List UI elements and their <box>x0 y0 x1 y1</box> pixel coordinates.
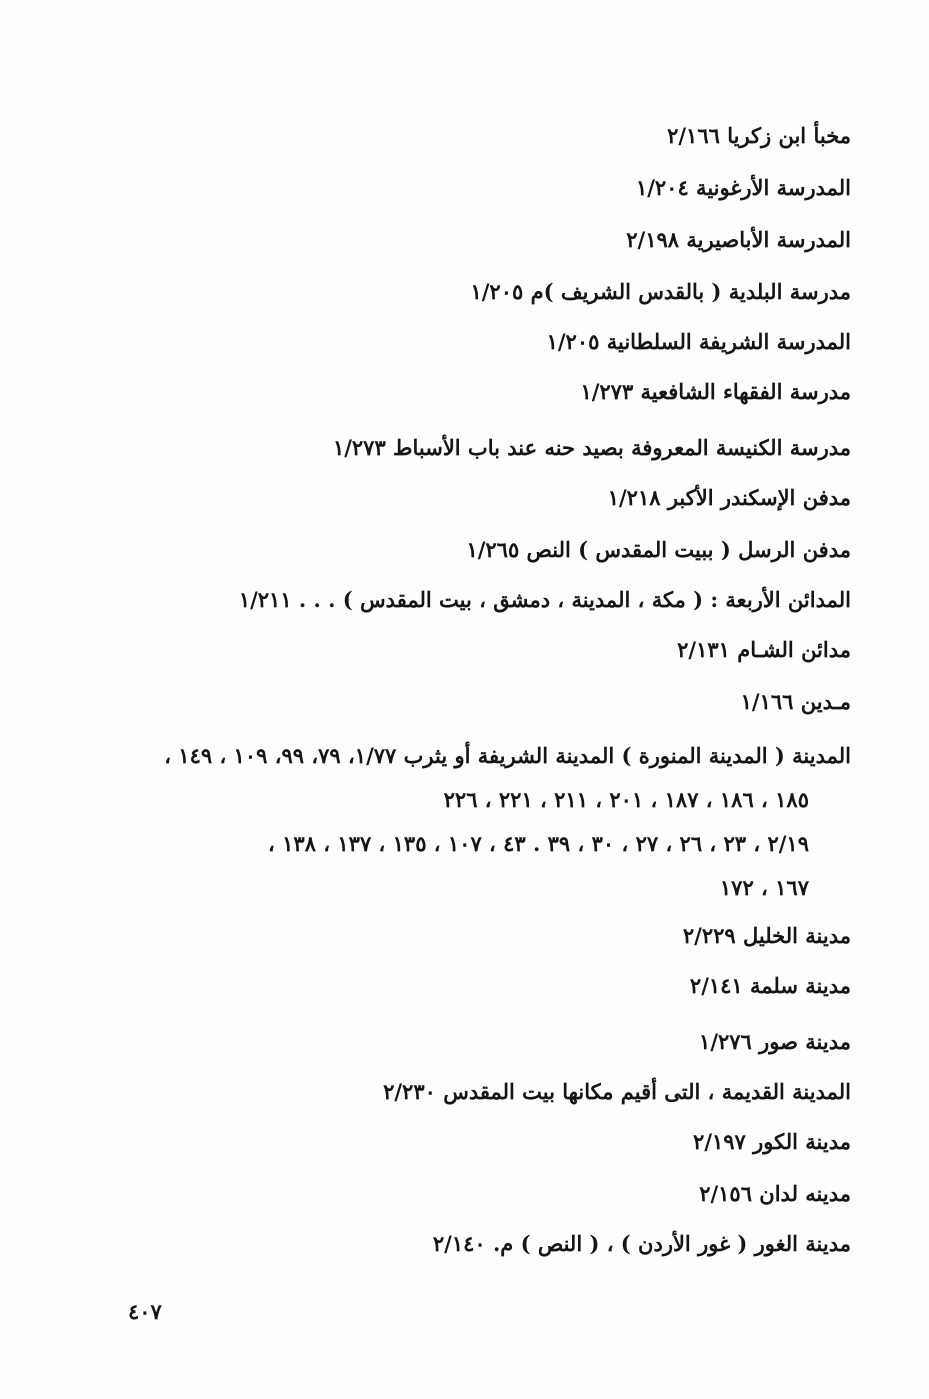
index-entry: المدائن الأربعة : ( مكة ، المدينة ، دمشق ، بيت المقدس ) . . . ١/٢١١ <box>238 587 851 612</box>
index-entry: المدرسة الشريفة السلطانية ١/٢٠٥ <box>546 329 851 354</box>
index-entry: مدينة الكور ٢/١٩٧ <box>693 1129 851 1154</box>
index-entry: مدائن الشـام ٢/١٣١ <box>677 637 851 662</box>
index-entry: مدينة سلمة ٢/١٤١ <box>689 973 851 998</box>
index-entry: المدينة القديمة ، التى أقيم مكانها بيت المقدس ٢/٢٣٠ <box>383 1079 851 1104</box>
index-entry: مدرسة الكنيسة المعروفة بصيد حنه عند باب الأسباط ١/٢٧٣ <box>332 435 851 460</box>
index-entry: مدرسة البلدية ( بالقدس الشريف )م ١/٢٠٥ <box>470 279 851 304</box>
index-entry: مدينة الغور ( غور الأردن ) ، ( النص ) م. ٢/١٤٠ <box>432 1231 851 1256</box>
index-entry: المدرسة الأرغونية ١/٢٠٤ <box>635 175 851 200</box>
index-entry-continuation: ١٦٧ ، ١٧٢ <box>719 875 809 900</box>
index-entry: مدفن الإسكندر الأكبر ١/٢١٨ <box>607 485 851 510</box>
index-entry-continuation: ١٨٥ ، ١٨٦ ، ١٨٧ ، ٢٠١ ، ٢١١ ، ٢٢١ ، ٢٢٦ <box>443 787 809 812</box>
index-entry: المدينة ( المدينة المنورة ) المدينة الشريفة أو يثرب ١/٧٧، ٧٩، ٩٩، ١٠٩ ، ١٤٩ ، <box>164 743 851 768</box>
index-entry: مدينة الخليل ٢/٢٢٩ <box>682 923 851 948</box>
index-entry: مخبأ ابن زكريا ٢/١٦٦ <box>667 123 851 148</box>
index-entry: مدينة صور ١/٢٧٦ <box>699 1029 851 1054</box>
index-entry: مدفن الرسل ( ببيت المقدس ) النص ١/٢٦٥ <box>466 537 851 562</box>
index-entry: مدرسة الفقهاء الشافعية ١/٢٧٣ <box>580 379 851 404</box>
index-entry: المدرسة الأباصيرية ٢/١٩٨ <box>626 227 851 252</box>
index-entry-continuation: ٢/١٩ ، ٢٣ ، ٢٦ ، ٢٧ ، ٣٠ ، ٣٩ . ٤٣ ، ١٠٧ ، ١٣٥ ، ١٣٧ ، ١٣٨ ، <box>268 831 809 856</box>
index-entry: مـدين ١/١٦٦ <box>740 689 851 714</box>
page-number: ٤٠٧ <box>128 1299 162 1324</box>
index-entry: مدينه لدان ٢/١٥٦ <box>699 1181 851 1206</box>
